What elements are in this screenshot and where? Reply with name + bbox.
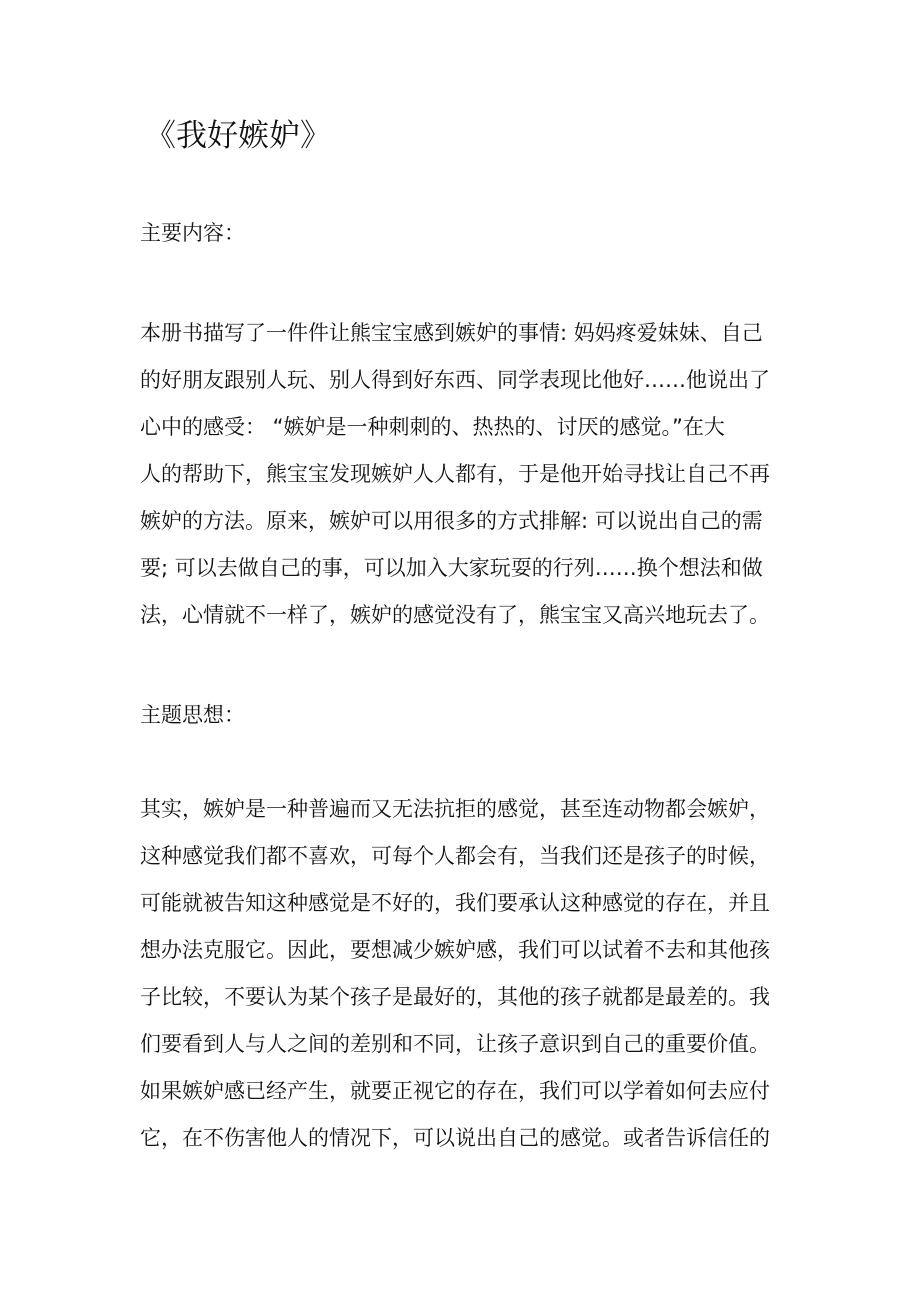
theme-line: 想办法克服它。因此，要想减少嫉妒感，我们可以试着不去和其他孩 — [140, 938, 770, 962]
theme-line: 们要看到人与人之间的差别和不同，让孩子意识到自己的重要价值。 — [140, 1032, 770, 1056]
theme-paragraph — [140, 786, 790, 1162]
summary-line: 法，心情就不一样了，嫉妒的感觉没有了，熊宝宝又高兴地玩去了。 — [140, 603, 770, 627]
summary-paragraph — [140, 310, 790, 639]
theme-heading: 主题思想： — [140, 703, 245, 727]
theme-line: 如果嫉妒感已经产生，就要正视它的存在，我们可以学着如何去应付 — [140, 1079, 770, 1103]
theme-line: 这种感觉我们都不喜欢，可每个人都会有，当我们还是孩子的时候， — [140, 844, 770, 868]
document-title: 《我好嫉妒》 — [145, 118, 331, 154]
summary-line: 心中的感受： “嫉妒是一种刺刺的、热热的、讨厌的感觉。”在大 — [140, 415, 725, 439]
summary-line: 嫉妒的方法。原来，嫉妒可以用很多的方式排解: 可以说出自己的需 — [140, 509, 763, 533]
theme-line: 可能就被告知这种感觉是不好的，我们要承认这种感觉的存在，并且 — [140, 891, 770, 915]
summary-line: 本册书描写了一件件让熊宝宝感到嫉妒的事情: 妈妈疼爱妹妹、自己 — [140, 321, 763, 345]
summary-line: 要; 可以去做自己的事，可以加入大家玩耍的行列……换个想法和做 — [140, 556, 763, 580]
theme-line: 其实，嫉妒是一种普遍而又无法抗拒的感觉，甚至连动物都会嫉妒， — [140, 797, 770, 821]
summary-line: 人的帮助下，熊宝宝发现嫉妒人人都有，于是他开始寻找让自己不再 — [140, 462, 770, 486]
summary-heading: 主要内容： — [140, 221, 245, 245]
theme-line: 子比较，不要认为某个孩子是最好的，其他的孩子就都是最差的。我 — [140, 985, 770, 1009]
summary-line: 的好朋友跟别人玩、别人得到好东西、同学表现比他好……他说出了 — [140, 368, 770, 392]
theme-line: 它，在不伤害他人的情况下，可以说出自己的感觉。或者告诉信任的 — [140, 1126, 770, 1150]
